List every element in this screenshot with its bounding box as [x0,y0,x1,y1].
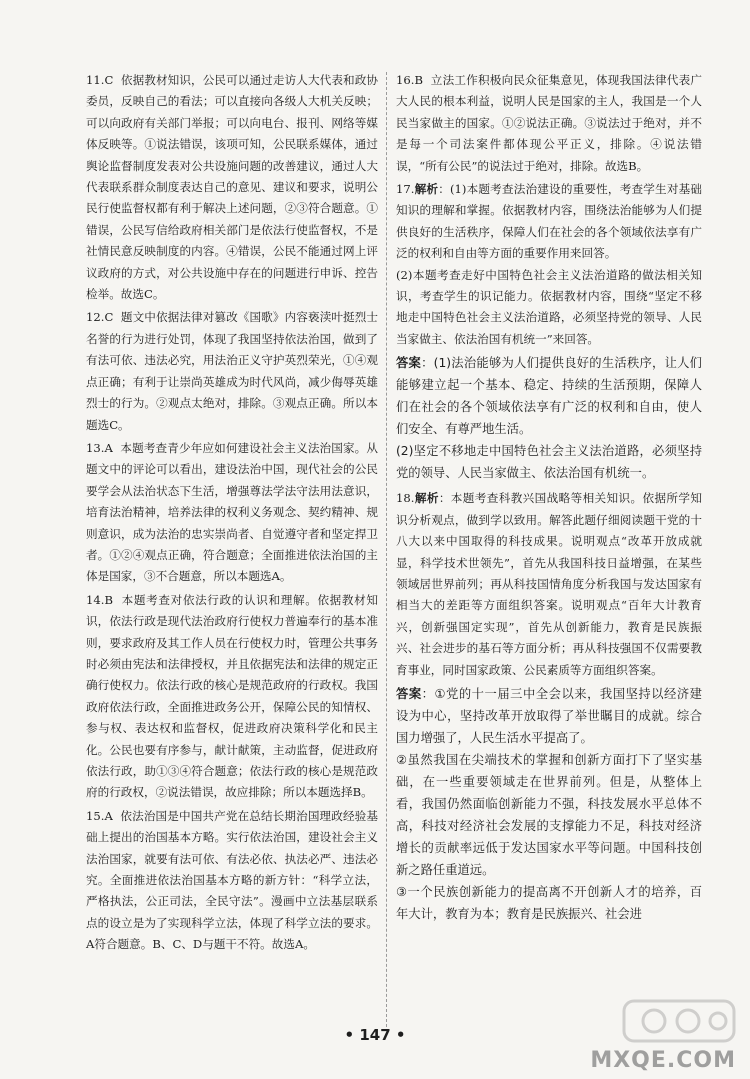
page-number: • 147 • [344,1026,406,1044]
analysis-text: (2)本题考查走好中国特色社会主义法治道路的做法相关知识，考查学生的识记能力。依据教材内容，围绕“坚定不移地走中国特色社会主义法治道路，必须坚持党的领导、人民当家做主、依法治国有机统一”来回答。 [396,267,702,346]
answer-text: (2)坚定不移地走中国特色社会主义法治道路，必须坚持党的领导、人民当家做主、依法治国有机统一。 [396,444,702,481]
item-text: 题文中依据法律对篡改《国歌》内容亵渎叶挺烈士名誉的行为进行处罚，体现了我国坚持依法治国，做到了有法可依、违法必究，用法治正义守护英烈荣光，①④观点正确；有利于让崇尚英雄成为时代风尚，减少侮辱英雄烈士的行为。②观点太绝对，排除。③观点正确。所以本题选C。 [86,310,378,432]
item-number: 16.B [396,73,423,87]
answer-item-12 [86,307,378,435]
item-number: 15.A [86,808,113,823]
item-number: 17. [396,182,415,197]
answer-text: ①党的十一届三中全会以来，我国坚持以经济建设为中心，坚持改革开放取得了举世瞩目的成就。综合国力增强了，人民生活水平提高了。 [396,686,702,745]
answer-block-18: 答案：①党的十一届三中全会以来，我国坚持以经济建设为中心，坚持改革开放取得了举世瞩目的成就。综合国力增强了，人民生活水平提高了。 ②虽然我国在尖端技术的掌握和创新方面打下了坚实基础，在一些重要领域走在世界前列。但是，从整体上看，我国仍然面临创新能力不强，科技发展水平总体不高，科技对经济社会发展的支撑能力不足，科技对经济增长的贡献率远低于发达国家水平等问题。中国科技创新之路任重道远。 ③一个民族创新能力的提高离不开创新人才的培养，百年大计，教育为本；教育是民族振兴、社会进 [396,683,702,925]
item-text: 本题考查对依法行政的认识和理解。依据教材知识，依法行政是现代法治政府行使权力普遍奉行的基本准则，要求政府及其工作人员在行使权力时，管理公共事务时必须由宪法和法律授权，并且依据宪法和法律的规定正确行使权力。依法行政的核心是规范政府的行政权。我国政府依法行政，全面推进政务公开，保障公民的知情权、参与权、表达权和监督权，促进政府决策科学化和民主化。公民也要有序参与，献计献策，主动监督，促进政府依法行政，助①③④符合题意；依法行政的核心是规范政府的行政权，②说法错误，故应排除；所以本题选择B。 [86,592,378,800]
analysis-label: 解析 [414,491,439,506]
answer-item-16 [396,70,702,177]
analysis-label: 解析 [414,182,439,197]
answer-item-13 [86,438,378,588]
answer-item-15 [86,806,378,956]
item-text: 依据教材知识，公民可以通过走访人大代表和政协委员，反映自己的看法；可以直接向各级人大机关反映；可以向政府有关部门举报；可以向电台、报刊、网络等媒体反映等。①说法错误，该项可知，公民联系媒体，通过舆论监督制度发表对公共设施问题的改善建议，通过人大代表联系群众制度表达自己的意见、建议和要求，说明公民行使监督权都有利于解决上述问题，②③符合题意。①错误，公民写信给政府相关部门是依法行使监督权，不是社情民意反映制度的内容。④错误，公民不能通过网上评议政府的方式，对公共设施中存在的问题进行申诉、控告检举。故选C。 [86,73,378,302]
item-number: 14.B [86,592,113,607]
answer-item-11 [86,70,378,305]
right-column [396,70,702,925]
item-text: 依法治国是中国共产党在总结长期治国理政经验基础上提出的治国基本方略。实行依法治国，建设社会主义法治国家，就要有法可依、有法必依、执法必严、违法必究。全面推进依法治国基本方略的新方针：“科学立法，严格执法，公正司法，全民守法”。漫画中立法基层联系点的设立是为了实现科学立法，体现了科学立法的要求。A符合题意。B、C、D与题干不符。故选A。 [86,808,378,952]
answer-item-14 [86,590,378,804]
item-number: 12.C [86,310,114,325]
left-column [86,70,378,958]
item-number: 11.C [86,73,114,87]
answer-item-18: 18.解析：本题考查科教兴国战略等相关知识。依据所学知识分析观点，做到学以致用。解答此题仔细阅读题干党的十八大以来中国取得的科技成果。说明观点“改革开放成就显，科学技术世领先”，首先从我国科技日益增强，在某些领域居世界前列；再从科技国情角度分析我国与发达国家有相当大的差距等方面组织答案。说明观点“百年大计教育兴，创新强国定实现”，首先从创新能力，教育是民族振兴、社会进步的基石等方面分析；再从科技强国不仅需要教育事业，同时国家政策、公民素质等方面组织答案。 [396,491,702,677]
column-divider [386,72,387,1027]
answer-text: ③一个民族创新能力的提高离不开创新人才的培养，百年大计，教育为本；教育是民族振兴、社会进 [396,884,702,921]
item-text: 本题考查青少年应如何建设社会主义法治国家。从题文中的评论可以看出，建设法治中国，现代社会的公民要学会从法治状态下生活，增强尊法学法守法用法意识，培育法治精神，培养法律的权利义务观念、契约精神、规则意识，成为法治的忠实崇尚者、自觉遵守者和坚定捍卫者。①②④观点正确，符合题意；全面推进依法治国的主体是国家，③不合题意，所以本题选A。 [86,440,378,584]
analysis-text: (1)本题考查法治建设的重要性，考查学生对基础知识的理解和掌握。依据教材内容，围绕法治能够为人们提供良好的生活秩序，保障人们在社会的各个领域依法享有广泛的权利和自由等方面的重要作用来回答。 [396,182,702,261]
answer-label: 答案 [396,356,422,371]
item-number: 13.A [86,440,113,455]
answer-block-17: 答案：(1)法治能够为人们提供良好的生活秩序，让人们能够建立起一个基本、稳定、持续的生活预期，保障人们在社会的各个领域依法享有广泛的权利和自由，使人们安全、有尊严地生活。 (2)坚定不移地走中国特色社会主义法治道路，必须坚持党的领导、人民当家做主、依法治国有机统一。 [396,352,702,484]
item-text: 立法工作积极向民众征集意见，体现我国法律代表广大人民的根本利益，说明人民是国家的主人，我国是一个人民当家做主的国家。①②说法正确。③说法过于绝对，并不是每一个司法案件都体现公平正义，排除。④说法错误，“所有公民”的说法过于绝对，排除。故选B。 [396,73,702,173]
answer-text: ②虽然我国在尖端技术的掌握和创新方面打下了坚实基础，在一些重要领域走在世界前列。但是，从整体上看，我国仍然面临创新能力不强，科技发展水平总体不高，科技对经济社会发展的支撑能力不足，科技对经济增长的贡献率远低于发达国家水平等问题。中国科技创新之路任重道远。 [396,752,702,877]
answer-text: (1)法治能够为人们提供良好的生活秩序，让人们能够建立起一个基本、稳定、持续的生活预期，保障人们在社会的各个领域依法享有广泛的权利和自由，使人们安全、有尊严地生活。 [396,356,702,437]
analysis-text: 本题考查科教兴国战略等相关知识。依据所学知识分析观点，做到学以致用。解答此题仔细阅读题干党的十八大以来中国取得的科技成果。说明观点“改革开放成就显，科学技术世领先”，首先从我国科技日益增强，在某些领域居世界前列；再从科技国情角度分析我国与发达国家有相当大的差距等方面组织答案。说明观点“百年大计教育兴，创新强国定实现”，首先从创新能力，教育是民族振兴、社会进步的基石等方面分析；再从科技强国不仅需要教育事业，同时国家政策、公民素质等方面组织答案。 [396,491,702,677]
item-number: 18. [396,491,415,506]
answer-item-17: 17.解析：(1)本题考查法治建设的重要性，考查学生对基础知识的理解和掌握。依据教材内容，围绕法治能够为人们提供良好的生活秩序，保障人们在社会的各个领域依法享有广泛的权利和自由等方面的重要作用来回答。 (2)本题考查走好中国特色社会主义法治道路的做法相关知识，考查学生的识记能力。依据教材内容，围绕“坚定不移地走中国特色社会主义法治道路，必须坚持党的领导、人民当家做主、依法治国有机统一”来回答。 [396,182,702,346]
watermark-url: MXQE.COM [590,1048,736,1073]
answer-label: 答案 [396,686,422,701]
